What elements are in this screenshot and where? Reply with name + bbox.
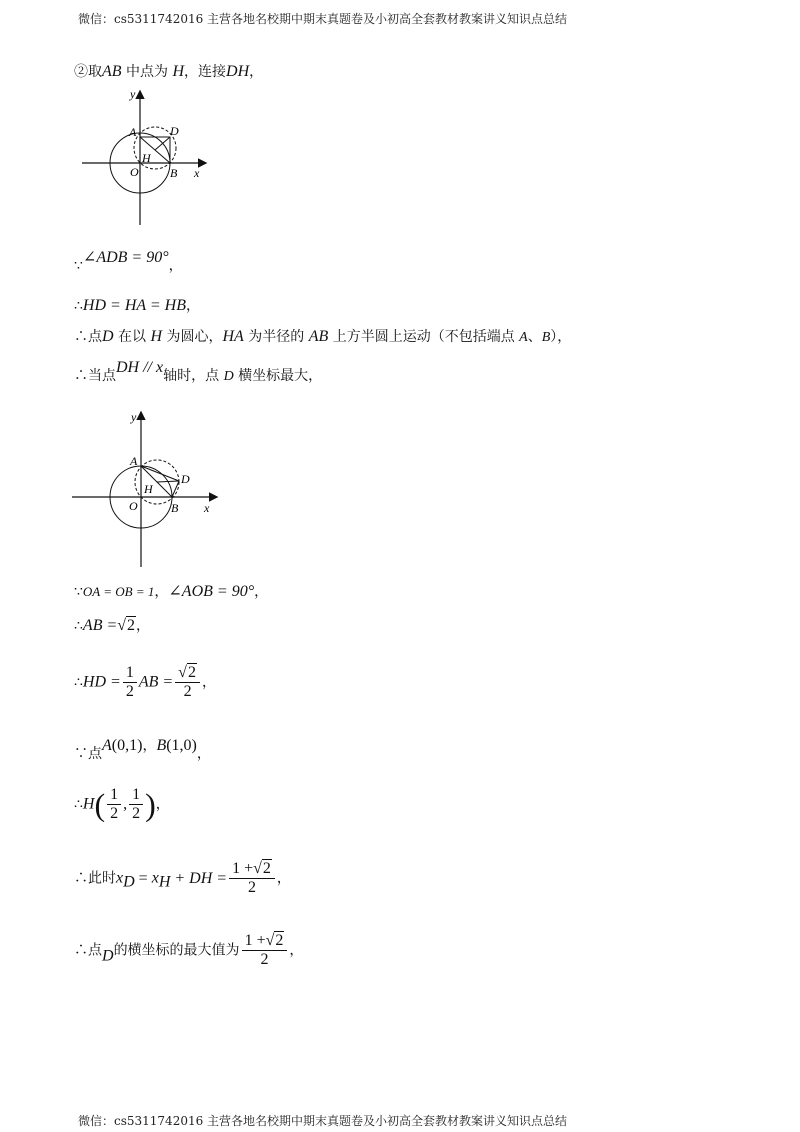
numerator-part: 1 + <box>232 860 254 877</box>
math-ab-eq: AB = <box>138 673 174 691</box>
comma: , <box>123 795 128 813</box>
segment-ad <box>141 466 179 481</box>
label-x: x <box>194 166 200 180</box>
segment-hd <box>157 481 179 482</box>
label-y: y <box>130 87 136 101</box>
label-y: y <box>131 410 137 424</box>
math-ab: AB <box>308 328 329 345</box>
text: ， <box>249 64 264 80</box>
line-hd-value <box>74 664 216 701</box>
label-x: x <box>204 501 210 515</box>
text: ， <box>196 746 211 762</box>
because-symbol: ∵ <box>74 584 83 600</box>
numerator-part: 1 + <box>244 932 266 949</box>
right-paren: ) <box>145 786 156 823</box>
radicand: 2 <box>275 932 284 949</box>
subscript-h: H <box>158 873 171 891</box>
coords-b-value: 1,0 <box>171 737 192 754</box>
math-x: x <box>151 869 159 887</box>
math-oa-ob: OA = OB = 1 <box>82 584 155 599</box>
math-ab: AB <box>102 63 122 80</box>
math-d: D <box>223 369 234 384</box>
fraction-sqrt2-over-2 <box>175 664 200 701</box>
fraction-y <box>129 786 143 823</box>
radicand: 2 <box>127 617 136 634</box>
subscript-d: D <box>123 873 135 891</box>
numerator: 1 +√2 <box>242 932 288 951</box>
math-parallel: DH // x <box>116 359 164 376</box>
radicand: 2 <box>262 860 271 877</box>
math-a: A <box>519 330 528 345</box>
text: ， <box>254 584 269 600</box>
math-d: D <box>102 947 114 965</box>
math-equal: HD = HA = HB <box>82 297 186 314</box>
label-b: B <box>171 501 179 515</box>
text: ∴当点 <box>74 368 116 384</box>
text: ， <box>289 942 304 959</box>
figure-1 <box>70 85 220 230</box>
fraction-x <box>107 786 121 823</box>
math-h: H <box>172 63 185 80</box>
text: 中点为 <box>121 64 173 80</box>
text: 为圆心， <box>162 329 223 345</box>
denominator: 2 <box>247 879 256 896</box>
text: ， <box>201 674 216 691</box>
point-b: B <box>156 737 167 754</box>
math-angle: ∠ADB = 90° <box>82 249 169 266</box>
step2-line <box>74 62 263 82</box>
text: 的横坐标的最大值为 <box>113 942 240 959</box>
text: ②取 <box>74 64 102 80</box>
radicand: 2 <box>187 664 196 681</box>
point-a: A <box>102 737 112 754</box>
line-angle-adb <box>74 248 183 276</box>
point-h: H <box>82 795 95 813</box>
math-angle-aob: ∠AOB = 90° <box>168 583 255 600</box>
coords-a: (0,1) <box>111 737 143 754</box>
text: ∴点 <box>74 942 102 959</box>
left-paren: ( <box>94 786 106 823</box>
text: ， <box>276 870 291 887</box>
line-xd-value <box>74 860 291 897</box>
label-h: H <box>144 482 153 496</box>
text: ）， <box>550 329 572 345</box>
figure-2 <box>70 405 230 570</box>
math-d: D <box>102 328 114 345</box>
text: 轴时，点 <box>163 368 224 384</box>
math-b: B <box>541 330 551 345</box>
coords-b: (1,0) <box>166 737 197 754</box>
numerator: √2 <box>175 664 200 683</box>
line-h-coords <box>74 786 170 823</box>
denominator: 2 <box>125 683 134 700</box>
because-symbol: ∵点 <box>74 746 102 762</box>
text: ， <box>154 584 169 600</box>
label-d: D <box>170 124 179 138</box>
therefore-symbol: ∴ <box>74 618 83 634</box>
page-header: 微信：cs5311742016 主营各地名校期中期末真题卷及小初高全套教材教案讲义知识点总结 <box>78 12 568 26</box>
text: ， <box>142 738 157 754</box>
math-plus-dh: + DH = <box>174 869 228 887</box>
numerator: 1 <box>107 786 121 805</box>
text: 、 <box>527 329 542 345</box>
text: ， <box>186 298 200 314</box>
math-h: H <box>150 328 163 345</box>
denominator: 2 <box>132 805 141 822</box>
math-lhs: AB = <box>82 617 118 634</box>
label-o: O <box>130 165 139 179</box>
text: ， <box>168 258 183 274</box>
fraction-max <box>242 932 288 969</box>
line-oa-ob <box>74 582 268 602</box>
line-dh-parallel <box>74 358 322 387</box>
fraction-half <box>123 664 137 701</box>
therefore-symbol: ∴ <box>74 796 83 813</box>
label-o: O <box>129 499 138 513</box>
therefore-symbol: ∴ <box>74 674 83 691</box>
math-lhs: HD = <box>82 673 121 691</box>
line-hd-ha-hb <box>74 296 200 316</box>
line-ab-sqrt2 <box>74 616 150 636</box>
math-dh: DH <box>226 63 250 80</box>
denominator: 2 <box>260 951 269 968</box>
label-a: A <box>129 125 137 139</box>
math-x: x <box>116 869 124 887</box>
page-footer: 微信：cs5311742016 主营各地名校期中期末真题卷及小初高全套教材教案讲义知识点总结 <box>78 1114 568 1128</box>
text: ， <box>136 618 151 634</box>
numerator: 1 +√2 <box>229 860 275 879</box>
text: ， <box>155 796 170 813</box>
therefore-symbol: ∴ <box>74 298 83 314</box>
sqrt: √2 <box>117 617 136 634</box>
denominator: 2 <box>110 805 119 822</box>
text: ，连接 <box>184 64 227 80</box>
text: 为半径的 <box>243 329 309 345</box>
label-a: A <box>130 454 138 468</box>
line-max-value <box>74 932 303 969</box>
label-h: H <box>142 151 151 165</box>
text: ∴点 <box>74 329 102 345</box>
fraction-result <box>229 860 275 897</box>
numerator: 1 <box>123 664 137 683</box>
math-ha: HA <box>222 328 244 345</box>
numerator: 1 <box>129 786 143 805</box>
denominator: 2 <box>183 683 192 700</box>
label-d: D <box>181 472 190 486</box>
text: 上方半圆上运动（不包括端点 <box>328 329 520 345</box>
equals: = <box>138 869 148 887</box>
coords-a-value: 0,1 <box>117 737 138 754</box>
line-points-ab <box>74 736 211 764</box>
label-b: B <box>170 166 178 180</box>
text: 横坐标最大， <box>233 368 323 384</box>
because-symbol: ∵ <box>74 258 83 274</box>
text: 在以 <box>113 329 151 345</box>
text: ∴此时 <box>74 870 116 887</box>
line-semicircle <box>74 327 571 348</box>
